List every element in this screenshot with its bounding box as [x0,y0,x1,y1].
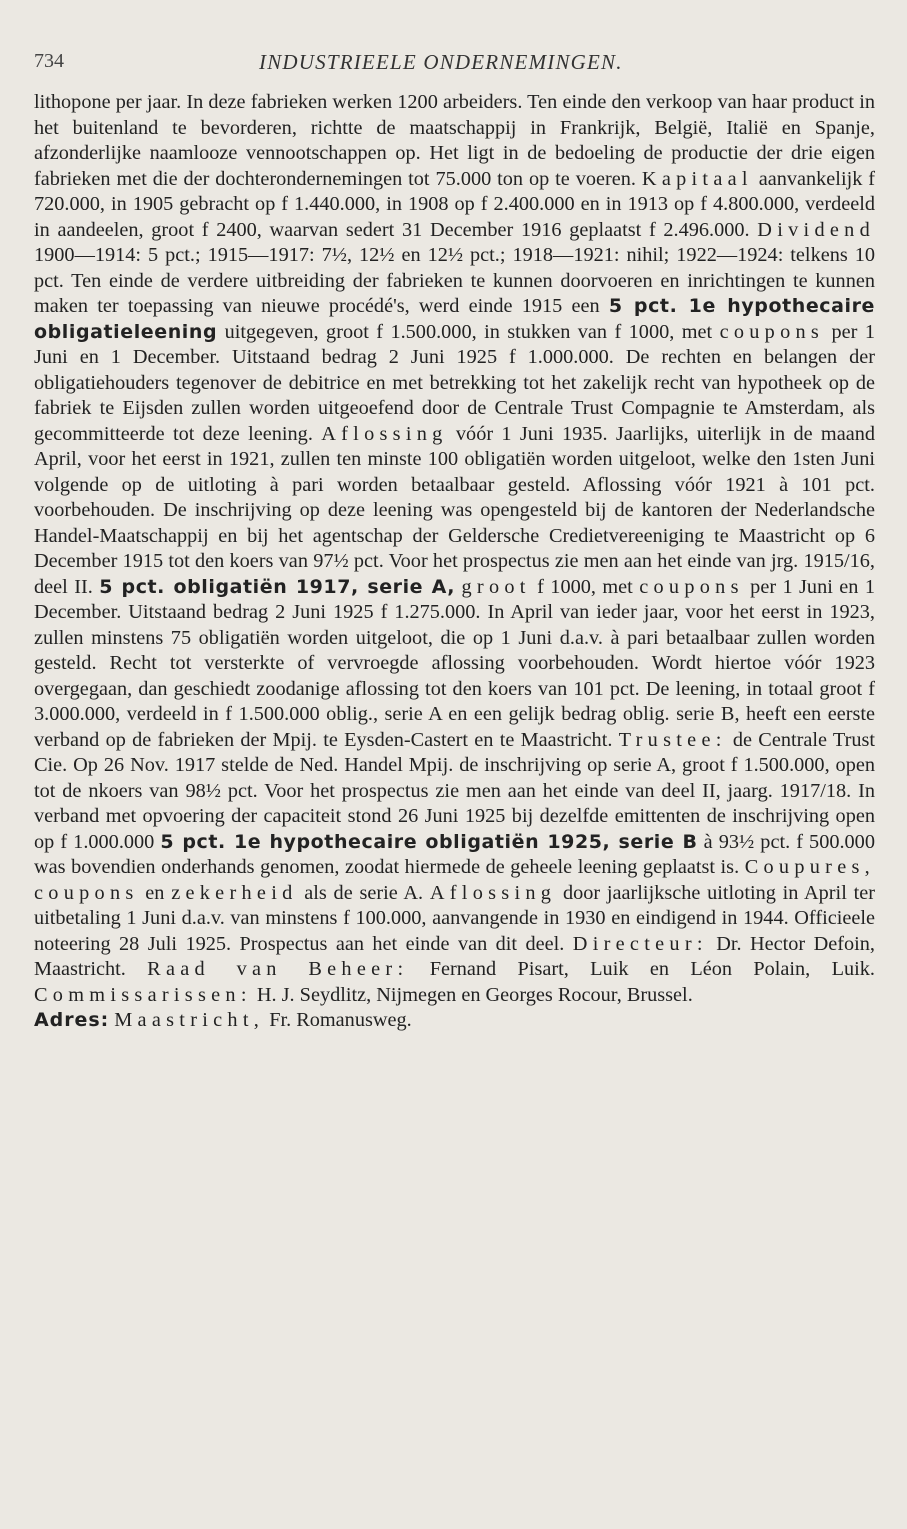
keyword-groot: groot [461,575,531,598]
text-segment: Fernand Pisart, Luik en Léon Polain, Luik. [429,958,875,980]
keyword-coupons: coupons [719,320,825,343]
text-segment: H. J. Seydlitz, Nijmegen en Georges Rocour, Brussel. [256,983,693,1006]
keyword-kapitaal: Kapitaal [641,167,753,190]
text-segment: 1900—1914: 5 pct.; 1915—1917: 7½, 12½ en 12½ pct.; 1918—1921: nihil; 1922—1924: telkens 10 pct. Ten einde de verdere uitbreiding der fabrieken te kunnen doorvoeren en inrichtingen te kunnen maken ter toepassing van nieuwe procédé's, werd einde 1915 een [34,244,875,317]
keyword-aflossing: Aflossing [321,422,448,445]
text-segment: door jaarlijksche uitloting in April ter uitbetaling 1 Juni d.a.v. van minstens f 100.000, aanvangende in 1930 en eindigend in 1944. Officieele noteering 28 Juli 1925. Prospectus aan het einde van dit deel. [34,881,875,955]
keyword-dividend: Dividend [757,218,875,241]
address-label: Adres: [34,1009,110,1031]
page-header [34,50,875,76]
text-segment: f 1000, met [537,575,633,598]
keyword-directeur: Directeur: [572,932,708,955]
heading-loan-1915: 5 pct. 1e hypothecaire obligatieleening [34,295,875,343]
text-segment: Dr. Hector Defoin, Maastricht. [34,932,875,980]
keyword-trustee: Trustee: [618,728,727,751]
company-entry-text [34,90,875,1034]
text-segment: de Centrale Trust Cie. Op 26 Nov. 1917 stelde de Ned. Handel Mpij. de inschrijving op serie A, groot f 1.500.000, open tot de nkoers van 98½ pct. Voor het prospectus zie men aan het einde van deel II, jaarg. 1917/18. In verband met opvoering der capaciteit stond 26 Juni 1925 bij dezelfde emittenten de inschrijving open op f 1.000.000 [34,728,875,853]
page-number: 734 [34,50,64,72]
keyword-raad-van-beheer: Raad van Beheer: [147,958,409,980]
keyword-coupures: Coupures, [744,856,875,878]
text-segment: aanvankelijk f 720.000, in 1905 gebracht op f 1.440.000, in 1908 op f 2.400.000 en in 1913 op f 4.800.000, verdeeld in aandeelen, groot f 2400, waarvan sedert 31 December 1916 geplaatst f 2.496.000. [34,167,876,241]
heading-bonds-1917: 5 pct. obligatiën 1917, serie A, [99,575,456,598]
address-city: Maastricht, [114,1009,265,1031]
text-segment: en [145,881,165,904]
keyword-coupons: coupons [639,575,744,598]
heading-bonds-1925: 5 pct. 1e hypothecaire obligatiën 1925, serie B [160,830,698,853]
keyword-commissarissen: Commissarissen: [34,983,252,1006]
text-segment: vóór 1 Juni 1935. Jaarlijks, uiterlijk in de maand April, voor het eerst in 1921, zullen ten minste 100 obligatiën worden uitgeloot, welke den 1sten Juni volgende op de uitloting à pari worden betaalbaar gesteld. Aflossing vóór 1921 à 101 pct. voorbehouden. De inschrijving op deze leening was opengesteld bij de kantoren der Nederlandsche Handel-Maatschappij en bij het agentschap der Geldersche Credietvereeniging te Maastricht op 6 December 1915 tot den koers van 97½ pct. Voor het prospectus zie men aan het einde van jrg. 1915/16, deel II. [34,422,875,598]
keyword-zekerheid: zekerheid [171,881,298,904]
address-street: Fr. Romanusweg. [269,1009,412,1031]
keyword-aflossing: Aflossing [429,881,557,904]
text-segment: lithopone per jaar. In deze fabrieken werken 1200 arbeiders. Ten einde den verkoop van haar product in het buitenland te bevorderen, richtte de maatschappij in Frankrijk, België, Italië en Spanje, afzonderlijke naamlooze vennootschappen op. Het ligt in de bedoeling de productie der drie eigen fabrieken met die der dochterondernemingen tot 75.000 ton op te voeren. [34,91,875,190]
running-title: INDUSTRIEELE ONDERNEMINGEN. [259,50,623,74]
text-segment: als de serie A. [304,881,424,904]
text-segment: à 93½ pct. f 500.000 was bovendien onderhands genomen, zoodat hiermede de geheele leening geplaatst is. [34,830,875,878]
text-segment: per 1 Juni en 1 December. Uitstaand bedrag 2 Juni 1925 f 1.275.000. In April van ieder jaar, voor het eerst in 1923, zullen minstens 75 obligatiën worden uitgeloot, die op 1 Juni d.a.v. à pari betaalbaar zullen worden gesteld. Recht tot versterkte of vervroegde aflossing voorbehouden. Wordt hiertoe vóór 1923 overgegaan, dan geschiedt zoodanige aflossing tot den koers van 101 pct. De leening, in totaal groot f 3.000.000, verdeeld in f 1.500.000 oblig., serie A en een gelijk bedrag oblig. serie B, heeft een eerste verband op de fabrieken der Mpij. te Eysden-Castert en te Maastricht. [34,575,875,751]
text-segment: per 1 Juni en 1 December. Uitstaand bedrag 2 Juni 1925 f 1.000.000. De rechten en belangen der obligatiehouders tegenover de debitrice en met betrekking tot het zakelijk recht van hypotheek op de fabriek te Eijsden zullen worden uitgeoefend door de Centrale Trust Compagnie te Amsterdam, als gecommitteerde tot deze leening. [34,320,875,445]
text-segment: uitgegeven, groot f 1.500.000, in stukken van f 1000, met [224,320,713,343]
keyword-coupons: coupons [34,881,139,904]
